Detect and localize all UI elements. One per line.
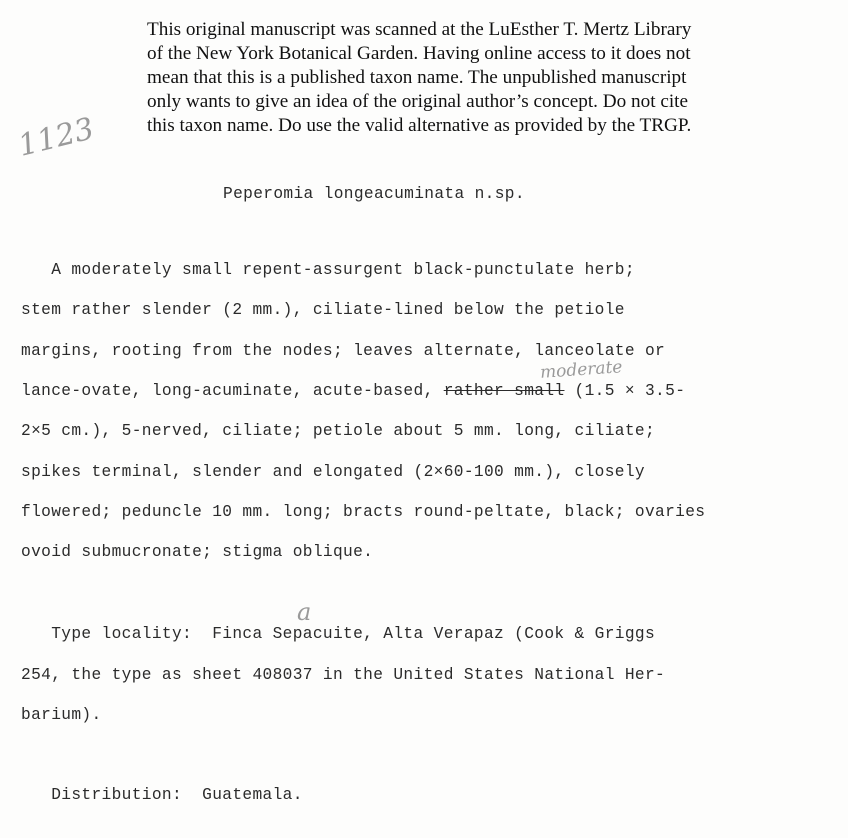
description-line-text: (1.5 × 3.5- bbox=[564, 382, 686, 400]
distribution-line: Distribution: Guatemala. bbox=[21, 786, 303, 804]
description-line bbox=[21, 382, 685, 400]
description-line: stem rather slender (2 mm.), ciliate-lined below the petiole bbox=[21, 301, 625, 319]
struck-text: rather small bbox=[443, 382, 565, 400]
description-line: margins, rooting from the nodes; leaves alternate, lanceolate or bbox=[21, 342, 666, 360]
species-title: Peperomia longeacuminata n.sp. bbox=[223, 185, 525, 203]
type-locality-line: barium). bbox=[21, 706, 102, 724]
handwritten-insertion: moderate bbox=[539, 357, 624, 383]
notice-line: of the New York Botanical Garden. Having online access to it does not bbox=[147, 43, 691, 64]
type-locality-line: Type locality: Finca Sepacuite, Alta Verapaz (Cook & Griggs bbox=[21, 625, 656, 643]
handwritten-margin-number: 1123 bbox=[14, 111, 98, 164]
notice-line: this taxon name. Do use the valid alternative as provided by the TRGP. bbox=[147, 115, 692, 136]
notice-line: This original manuscript was scanned at the LuEsther T. Mertz Library bbox=[147, 19, 692, 40]
type-locality-line: 254, the type as sheet 408037 in the United States National Her- bbox=[21, 666, 666, 684]
library-notice bbox=[147, 18, 787, 138]
notice-line: mean that this is a published taxon name. The unpublished manuscript bbox=[147, 67, 687, 88]
description-line: ovoid submucronate; stigma oblique. bbox=[21, 543, 374, 561]
description-line: A moderately small repent-assurgent black-punctulate herb; bbox=[21, 261, 635, 279]
description-line: spikes terminal, slender and elongated (2×60-100 mm.), closely bbox=[21, 463, 645, 481]
description-line: 2×5 cm.), 5-nerved, ciliate; petiole about 5 mm. long, ciliate; bbox=[21, 422, 656, 440]
description-line: flowered; peduncle 10 mm. long; bracts round-peltate, black; ovaries bbox=[21, 503, 706, 521]
description-line-text: lance-ovate, long-acuminate, acute-based, bbox=[21, 382, 444, 400]
notice-line: only wants to give an idea of the original author’s concept. Do not cite bbox=[147, 91, 689, 112]
handwritten-correction: a bbox=[297, 598, 312, 626]
